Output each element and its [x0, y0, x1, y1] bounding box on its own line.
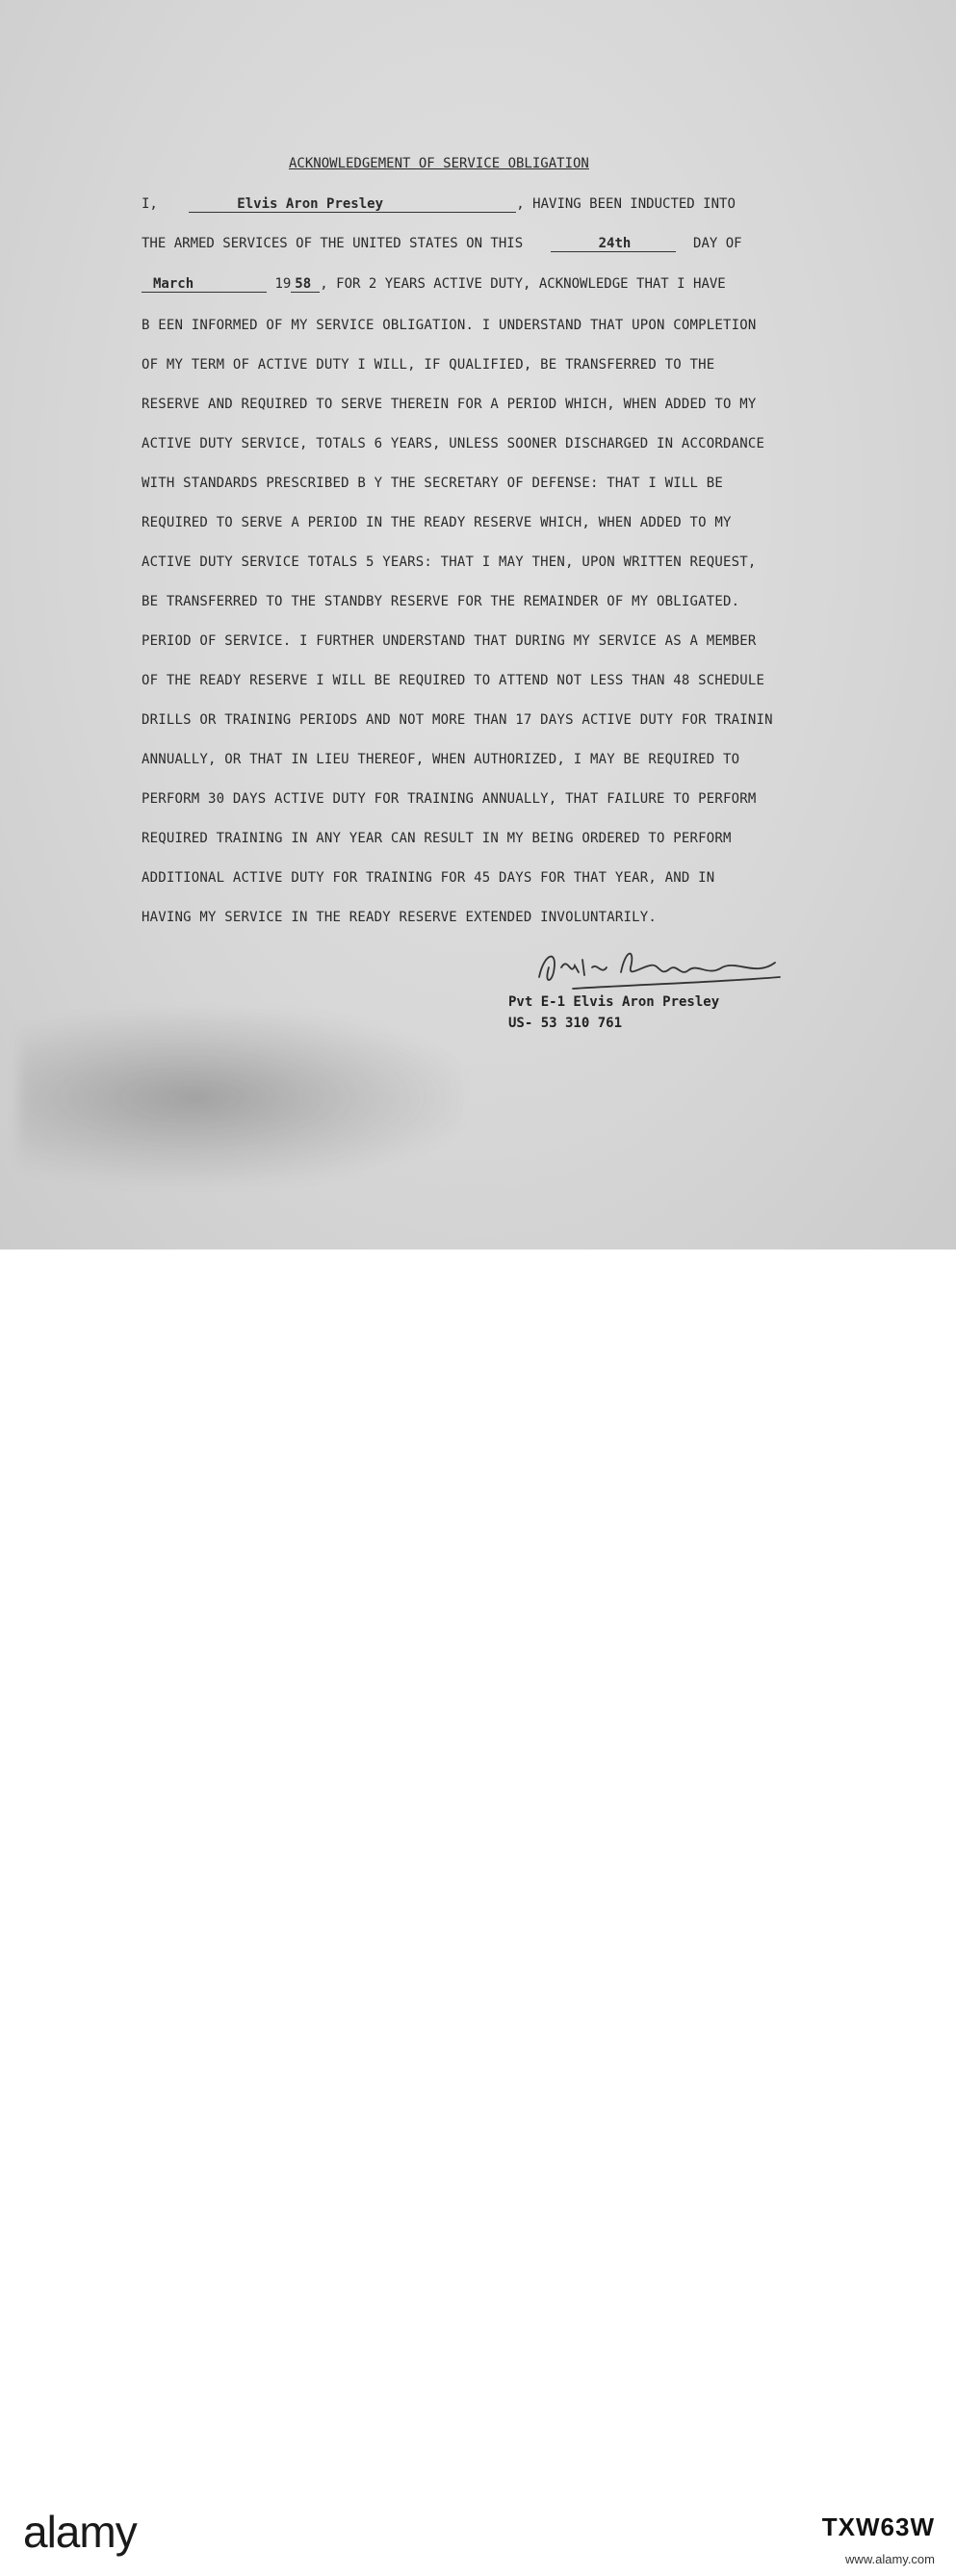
- body-line: DRILLS OR TRAINING PERIODS AND NOT MORE THAN 17 DAYS ACTIVE DUTY FOR TRAININ: [142, 712, 773, 728]
- footer-meta: [822, 2511, 935, 2576]
- month-field: March: [142, 276, 267, 293]
- body-line: BE TRANSFERRED TO THE STANDBY RESERVE FOR THE REMAINDER OF MY OBLIGATED.: [142, 594, 740, 609]
- body-line: PERIOD OF SERVICE. I FURTHER UNDERSTAND THAT DURING MY SERVICE AS A MEMBER: [142, 633, 757, 649]
- body-line: ACTIVE DUTY SERVICE TOTALS 5 YEARS: THAT I MAY THEN, UPON WRITTEN REQUEST,: [142, 554, 757, 570]
- body-line: ADDITIONAL ACTIVE DUTY FOR TRAINING FOR 45 DAYS FOR THAT YEAR, AND IN: [142, 870, 715, 886]
- obligation-body: [142, 306, 902, 938]
- year-field: 58: [291, 276, 320, 293]
- service-number: US- 53 310 761: [508, 1016, 623, 1031]
- line1-prefix: I,: [142, 196, 158, 212]
- body-line: REQUIRED TO SERVE A PERIOD IN THE READY RESERVE WHICH, WHEN ADDED TO MY: [142, 515, 732, 530]
- watermark-footer: [0, 1249, 956, 2566]
- line-2: [142, 236, 742, 252]
- document-page: [0, 0, 956, 1249]
- site-url: www.alamy.com: [845, 2552, 935, 2566]
- signer-rank-name: Pvt E-1 Elvis Aron Presley: [508, 994, 720, 1010]
- body-line: PERFORM 30 DAYS ACTIVE DUTY FOR TRAINING ANNUALLY, THAT FAILURE TO PERFORM: [142, 791, 757, 807]
- body-line: REQUIRED TRAINING IN ANY YEAR CAN RESULT IN MY BEING ORDERED TO PERFORM: [142, 831, 732, 846]
- line-3: [142, 276, 726, 293]
- line2-prefix: THE ARMED SERVICES OF THE UNITED STATES ON THIS: [142, 236, 524, 251]
- alamy-logo: alamy: [23, 2507, 137, 2557]
- line1-suffix: , HAVING BEEN INDUCTED INTO: [516, 196, 736, 212]
- signature-block: [508, 992, 719, 1034]
- document-title: ACKNOWLEDGEMENT OF SERVICE OBLIGATION: [289, 156, 589, 171]
- image-id: TXW63W: [821, 2512, 935, 2541]
- body-line: OF MY TERM OF ACTIVE DUTY I WILL, IF QUALIFIED, BE TRANSFERRED TO THE: [142, 357, 715, 373]
- year-prefix: 19: [274, 276, 292, 292]
- line2-suffix: DAY OF: [693, 236, 742, 251]
- body-line: OF THE READY RESERVE I WILL BE REQUIRED TO ATTEND NOT LESS THAN 48 SCHEDULE: [142, 673, 765, 688]
- day-field: 24th: [551, 236, 676, 252]
- line3-suffix: , FOR 2 YEARS ACTIVE DUTY, ACKNOWLEDGE THAT I HAVE: [320, 276, 726, 292]
- body-line: WITH STANDARDS PRESCRIBED B Y THE SECRETARY OF DEFENSE: THAT I WILL BE: [142, 476, 724, 491]
- handwritten-signature: [515, 939, 804, 996]
- body-line: RESERVE AND REQUIRED TO SERVE THEREIN FOR A PERIOD WHICH, WHEN ADDED TO MY: [142, 397, 757, 412]
- body-line: ANNUALLY, OR THAT IN LIEU THEREOF, WHEN AUTHORIZED, I MAY BE REQUIRED TO: [142, 752, 740, 767]
- body-line: ACTIVE DUTY SERVICE, TOTALS 6 YEARS, UNLESS SOONER DISCHARGED IN ACCORDANCE: [142, 436, 765, 451]
- line-1: [142, 196, 736, 213]
- body-line: HAVING MY SERVICE IN THE READY RESERVE EXTENDED INVOLUNTARILY.: [142, 910, 657, 925]
- name-field: Elvis Aron Presley: [189, 196, 516, 213]
- body-line: B EEN INFORMED OF MY SERVICE OBLIGATION. I UNDERSTAND THAT UPON COMPLETION: [142, 318, 757, 333]
- ink-smudge: [19, 1011, 462, 1184]
